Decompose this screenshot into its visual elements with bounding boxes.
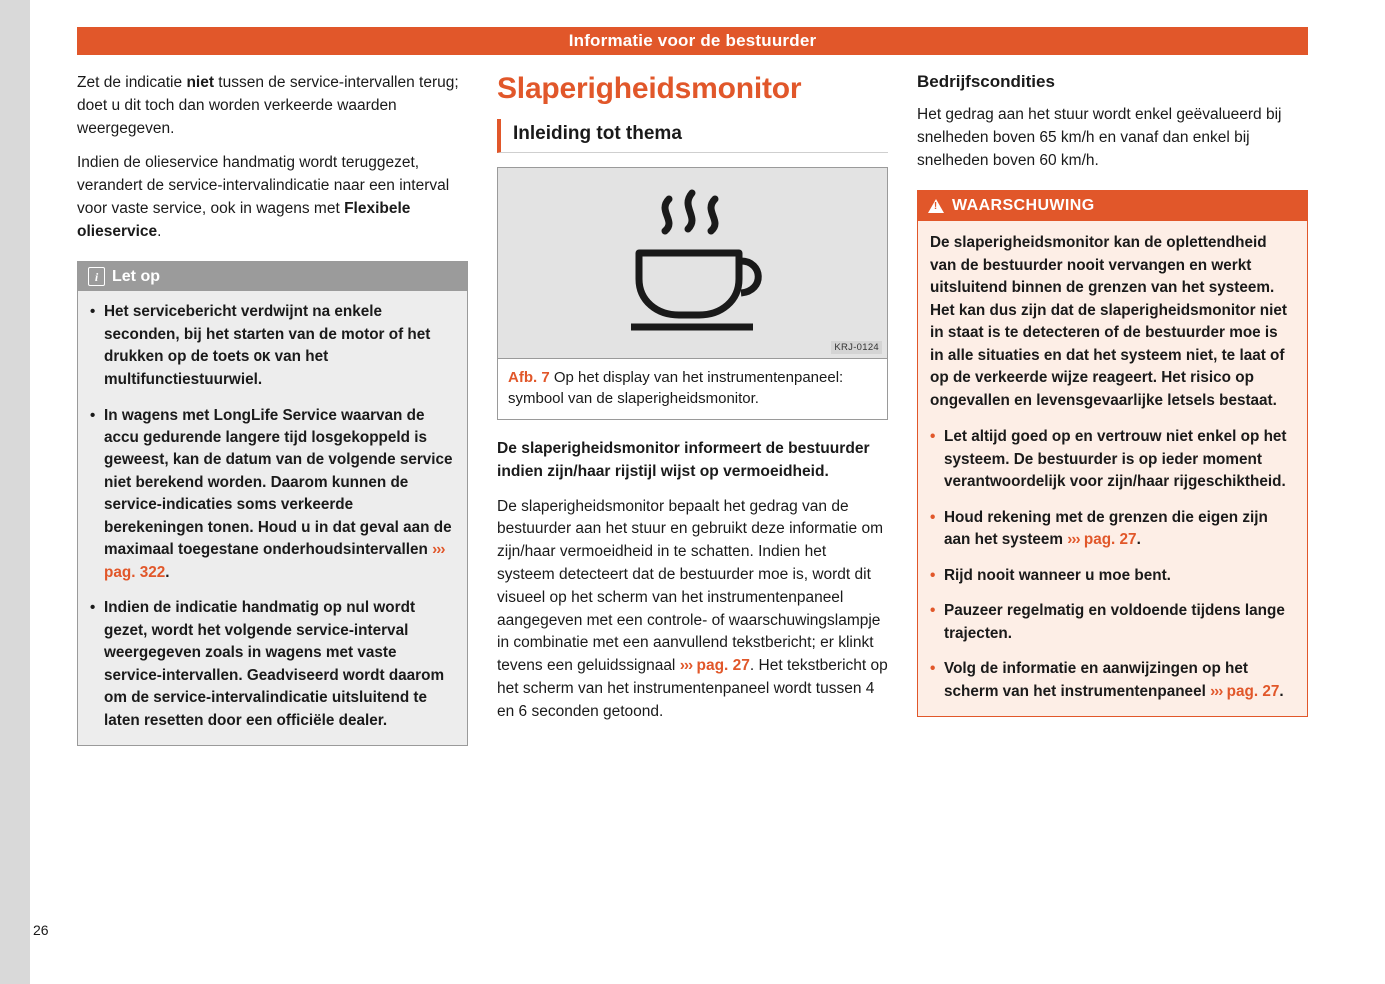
note-bullet-text-1: Het servicebericht verdwijnt na enkele seconden, bij het starten van de motor of het drukken op de toets	[104, 303, 431, 366]
note-box-header	[78, 262, 467, 291]
warning-box	[917, 190, 1308, 717]
middle-column	[497, 72, 888, 872]
warning-bullet	[930, 600, 1295, 645]
warning-box-body	[918, 221, 1307, 716]
warning-bullet-text-1: Rijd nooit wanneer u moe bent.	[944, 566, 1171, 584]
left-p2-part1: Indien de olieservice handmatig wordt teruggezet, verandert de service-intervalindicatie naar een interval voor vaste service, ook in wagens met	[77, 154, 450, 217]
lead-paragraph: De slaperigheidsmonitor informeert de bestuurder indien zijn/haar rijstijl wijst op vermoeidheid.	[497, 440, 870, 480]
warning-bullet-text-1: Let altijd goed op en vertrouw niet enkel op het systeem. De bestuurder is op ieder moment verantwoordelijk voor zijn/haar rijgeschiktheid.	[944, 428, 1287, 491]
warning-bullet-text-1: Houd rekening met de grenzen die eigen zijn aan het systeem	[944, 508, 1268, 549]
right-column	[917, 72, 1308, 872]
warning-bullet	[930, 507, 1295, 552]
warning-bullet-text-1: Volg de informatie en aanwijzingen op het scherm van het instrumentenpaneel	[944, 660, 1248, 700]
left-p2-part2: .	[157, 222, 162, 240]
note-box-title: Let op	[112, 267, 160, 285]
warning-triangle-icon	[928, 199, 944, 213]
left-p1-bold: niet	[186, 74, 214, 91]
section-subtitle: Inleiding tot thema	[497, 119, 888, 153]
left-p2-bold: Flexibele olieservice	[77, 199, 411, 240]
warning-bullet-text-2: .	[1136, 531, 1141, 549]
warning-bullet	[930, 658, 1295, 703]
note-box-body	[78, 291, 467, 745]
note-bullet-mono: OK	[253, 350, 271, 367]
page-reference-link[interactable]: pag. 27	[1222, 682, 1280, 700]
middle-body-part2: . Het tekstbericht op het scherm van het instrumentenpaneel wordt tussen 4 en 6 seconden getoond.	[497, 657, 888, 720]
note-bullet	[90, 597, 455, 732]
left-p1-part1: Zet de indicatie	[77, 74, 187, 91]
binding-strip	[0, 0, 30, 984]
warning-bullet	[930, 565, 1295, 587]
warning-bullet-text-1: Pauzeer regelmatig en voldoende tijdens lange trajecten.	[944, 602, 1285, 642]
middle-body-part1: De slaperigheidsmonitor bepaalt het gedrag van de bestuurder aan het stuur en gebruikt deze informatie om zijn/haar vermoeidheid in te schatten. Indien het systeem detecteert dat de bestuurder moe is, wordt dit visueel op het scherm van het instrumentenpaneel aangegeven met een controle- of waarschuwingslampje in combinatie met een aanvullend tekstbericht; er klinkt tevens een geluidssignaal	[497, 497, 884, 675]
left-p1-part2: tussen de service-intervallen terug; doet u dit toch dan worden verkeerde waarden weergegeven.	[77, 74, 459, 137]
right-paragraph: Het gedrag aan het stuur wordt enkel geëvalueerd bij snelheden boven 65 km/h en vanaf dan enkel bij snelheden boven 60 km/h.	[917, 106, 1282, 169]
reference-arrows-icon: ›››	[432, 541, 445, 559]
figure-image	[498, 168, 887, 359]
note-bullet-text-1: Indien de indicatie handmatig op nul wordt gezet, wordt het volgende service-interval weergegeven zoals in wagens met vaste service-intervallen. Geadviseerd wordt daarom om de service-intervalindicatie uitsluitend te laten resetten door een officiële dealer.	[104, 599, 445, 729]
page-reference-link[interactable]: pag. 322	[104, 563, 166, 581]
note-bullet-text-2: .	[165, 563, 170, 581]
note-bullet-text-2: van het multifunctiestuurwiel.	[104, 348, 329, 389]
reference-arrows-icon: ›››	[1067, 531, 1080, 549]
left-paragraph-1	[77, 72, 468, 140]
figure-caption-text: Op het display van het instrumentenpaneel: symbool van de slaperigheidsmonitor.	[508, 368, 844, 408]
note-bullet	[90, 405, 455, 585]
page-number: 26	[33, 922, 49, 938]
reference-arrows-icon: ›››	[679, 657, 693, 675]
figure-label: Afb. 7	[508, 368, 550, 386]
note-bullet-text-1: In wagens met LongLife Service waarvan de accu gedurende langere tijd losgekoppeld is geweest, kan de datum van de volgende service niet berekend worden. Daarom kunnen de service-indicaties soms verkeerde berekeningen tonen. Houd u in dat geval aan de maximaal toegestane onderhoudsintervallen	[104, 406, 453, 559]
page-reference-link[interactable]: pag. 27	[1079, 531, 1137, 549]
figure-code: KRJ-0124	[831, 341, 882, 354]
page-content	[77, 72, 1308, 872]
page-header	[77, 27, 1308, 55]
left-paragraph-2	[77, 152, 468, 243]
warning-box-title: WAARSCHUWING	[952, 197, 1095, 215]
page-title: Slaperigheidsmonitor	[497, 72, 802, 105]
reference-arrows-icon: ›››	[1210, 682, 1223, 700]
warning-bullet-text-2: .	[1279, 682, 1284, 700]
warning-intro: De slaperigheidsmonitor kan de oplettendheid van de bestuurder nooit vervangen en werkt uitsluitend binnen de grenzen van het systeem. Het kan dus zijn dat de slaperigheidsmonitor niet in staat is te detecteren of de bestuurder moe is in alle situaties en dat het systeem niet, te laat of op de verkeerde wijze reageert. Het risico op ongevallen en levensgevaarlijke letsels bestaat.	[930, 234, 1287, 409]
note-bullet	[90, 301, 455, 391]
warning-box-header	[918, 191, 1307, 221]
warning-bullet	[930, 426, 1295, 493]
page-header-title: Informatie voor de bestuurder	[568, 31, 817, 50]
right-column-heading: Bedrijfscondities	[917, 72, 1055, 91]
info-icon: i	[88, 267, 105, 286]
figure	[497, 167, 888, 421]
page-reference-link[interactable]: pag. 27	[692, 657, 750, 675]
figure-caption	[498, 359, 887, 420]
left-column	[77, 72, 468, 872]
middle-body-paragraph	[497, 496, 888, 724]
coffee-cup-icon	[603, 183, 783, 343]
note-box	[77, 261, 468, 746]
